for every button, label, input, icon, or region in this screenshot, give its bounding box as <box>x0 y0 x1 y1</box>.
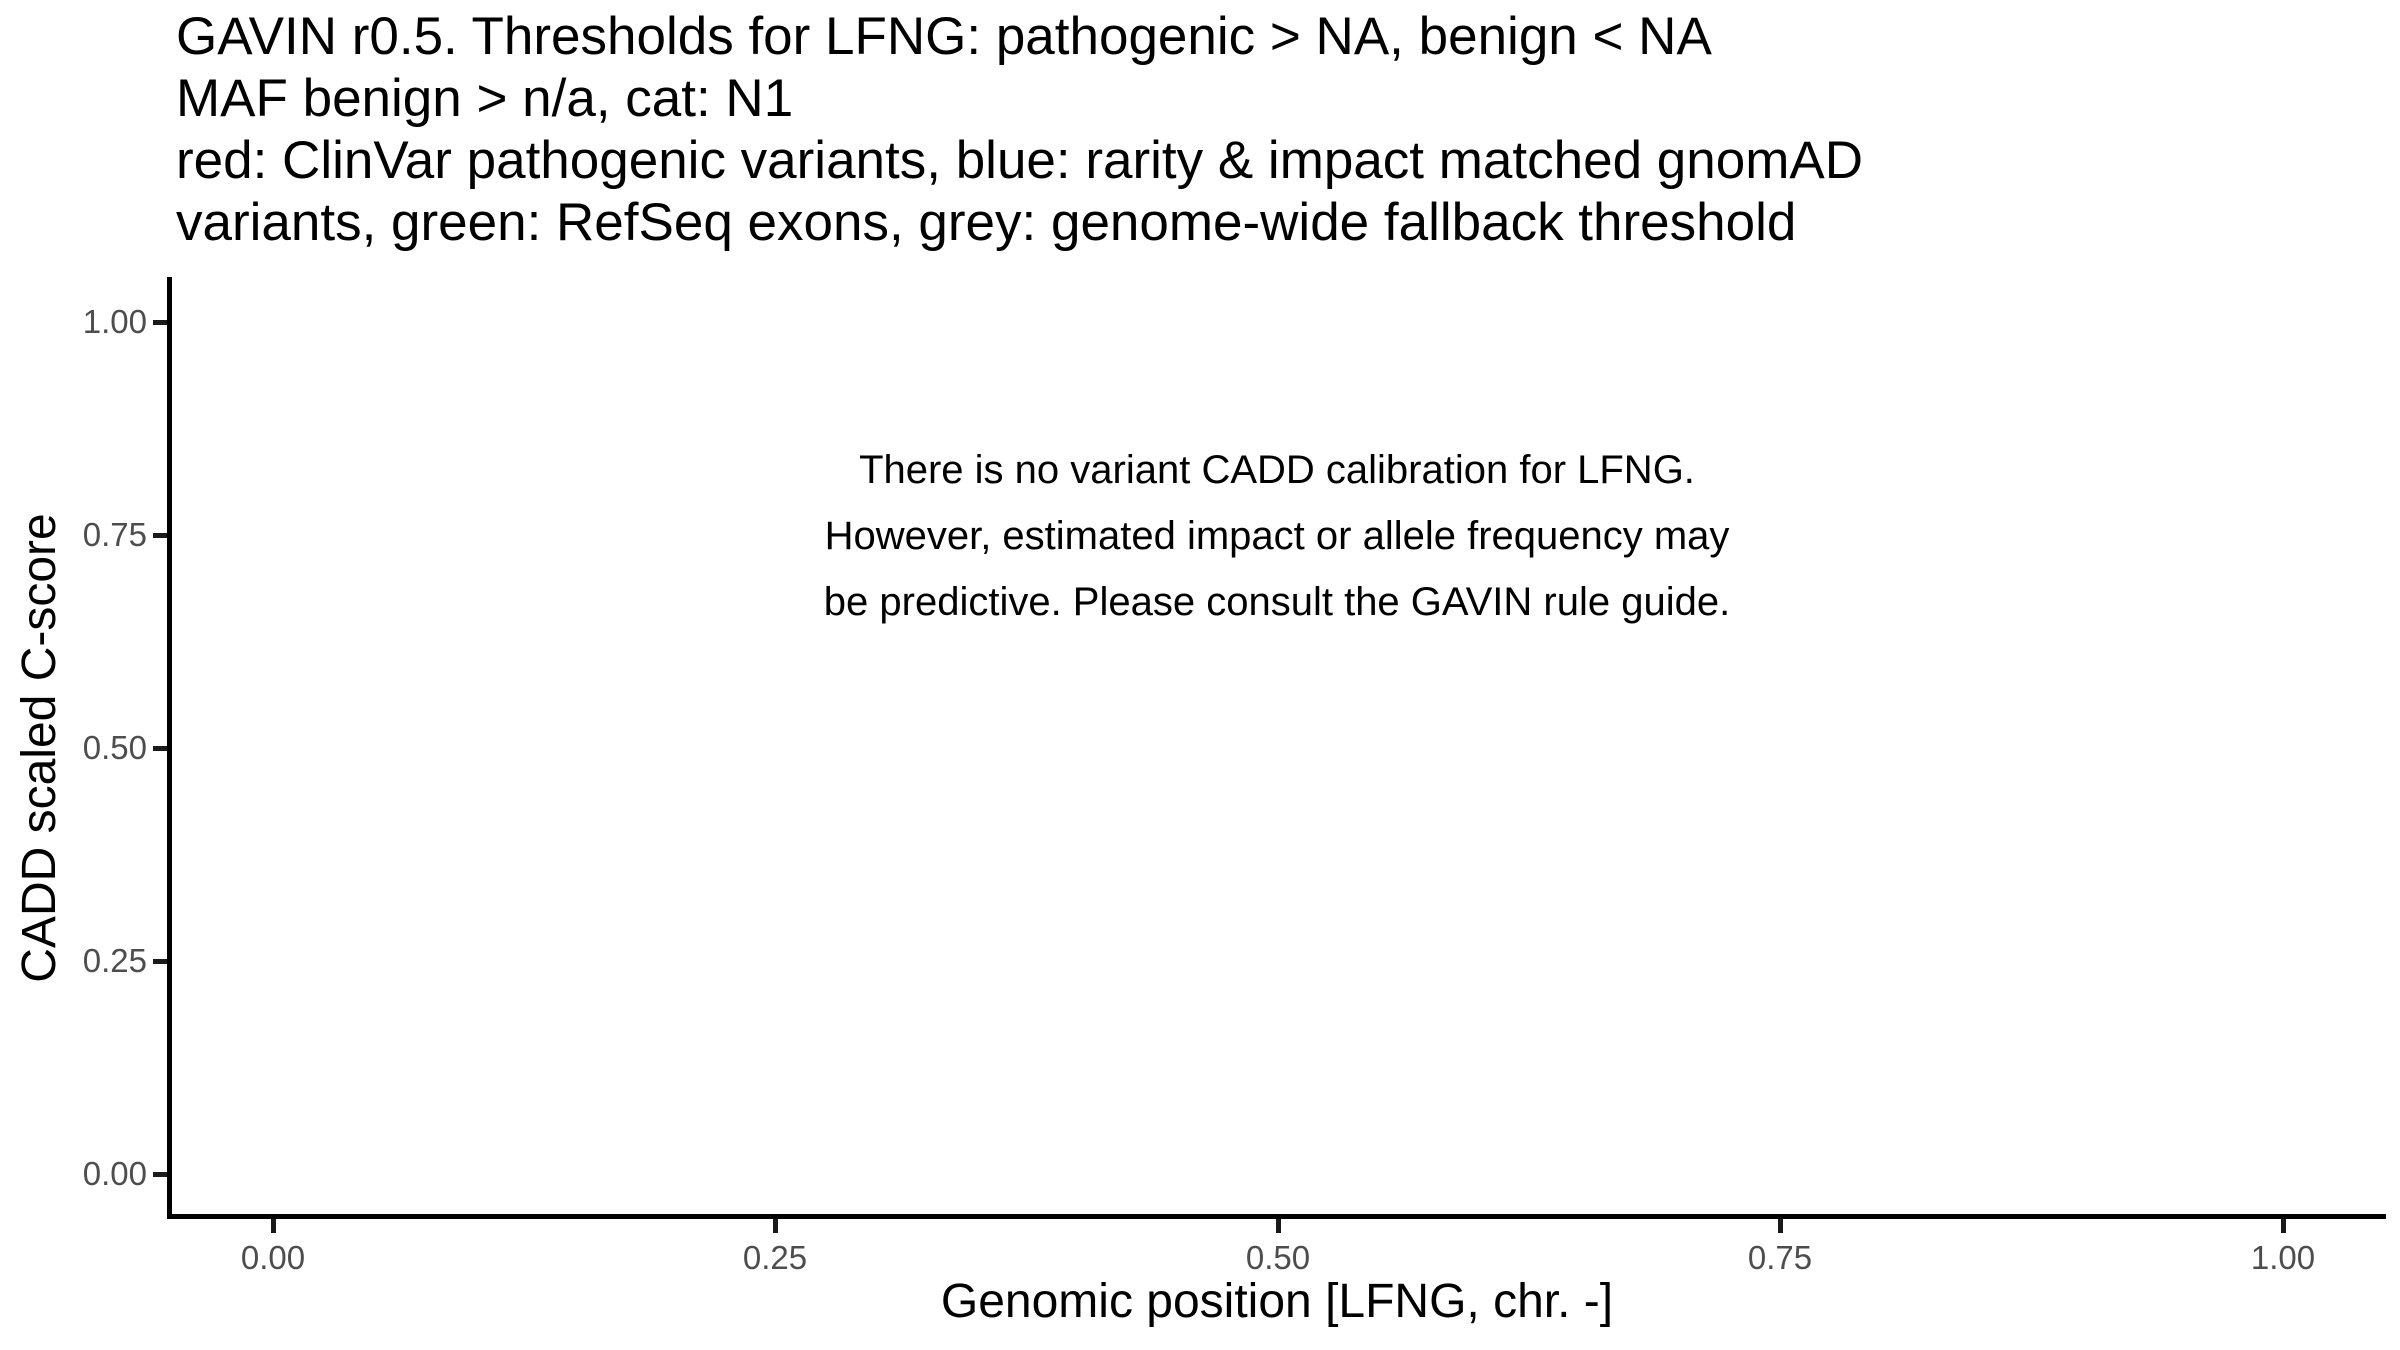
plot-title-line-2: MAF benign > n/a, cat: N1 <box>176 69 794 128</box>
y-tick-mark <box>153 1172 167 1177</box>
x-tick-mark <box>1778 1219 1783 1233</box>
y-tick-mark <box>153 533 167 538</box>
x-tick-label: 0.50 <box>1245 1239 1311 1276</box>
y-tick-label: 0.50 <box>82 729 147 766</box>
y-tick-label: 1.00 <box>82 303 147 340</box>
annotation-line-1: There is no variant CADD calibration for LFNG. <box>859 448 1695 492</box>
annotation-line-3: be predictive. Please consult the GAVIN rule guide. <box>823 580 1731 624</box>
plot-title <box>176 6 1863 254</box>
y-axis-line <box>167 277 172 1219</box>
x-tick-mark <box>1276 1219 1281 1233</box>
y-tick-mark <box>153 746 167 751</box>
x-axis-title: Genomic position [LFNG, chr. -] <box>940 1275 1614 1328</box>
y-tick-label: 0.00 <box>82 1155 147 1192</box>
plot-title-line-1: GAVIN r0.5. Thresholds for LFNG: pathogenic > NA, benign < NA <box>176 7 1712 66</box>
plot-title-line-4: variants, green: RefSeq exons, grey: genome-wide fallback threshold <box>176 193 1797 252</box>
x-tick-mark <box>773 1219 778 1233</box>
y-tick-mark <box>153 320 167 325</box>
y-tick-mark <box>153 959 167 964</box>
x-tick-label: 0.25 <box>742 1239 808 1276</box>
annotation-text <box>677 437 1877 635</box>
x-tick-label: 1.00 <box>2250 1239 2316 1276</box>
y-tick-label: 0.75 <box>82 516 147 553</box>
y-axis-title: CADD scaled C-score <box>13 513 66 983</box>
x-tick-label: 0.00 <box>240 1239 306 1276</box>
x-tick-label: 0.75 <box>1747 1239 1813 1276</box>
x-tick-mark <box>2281 1219 2286 1233</box>
annotation-line-2: However, estimated impact or allele frequency may <box>824 514 1730 558</box>
plot-title-line-3: red: ClinVar pathogenic variants, blue: rarity & impact matched gnomAD <box>176 131 1863 190</box>
y-tick-label: 0.25 <box>82 942 147 979</box>
x-tick-mark <box>271 1219 276 1233</box>
